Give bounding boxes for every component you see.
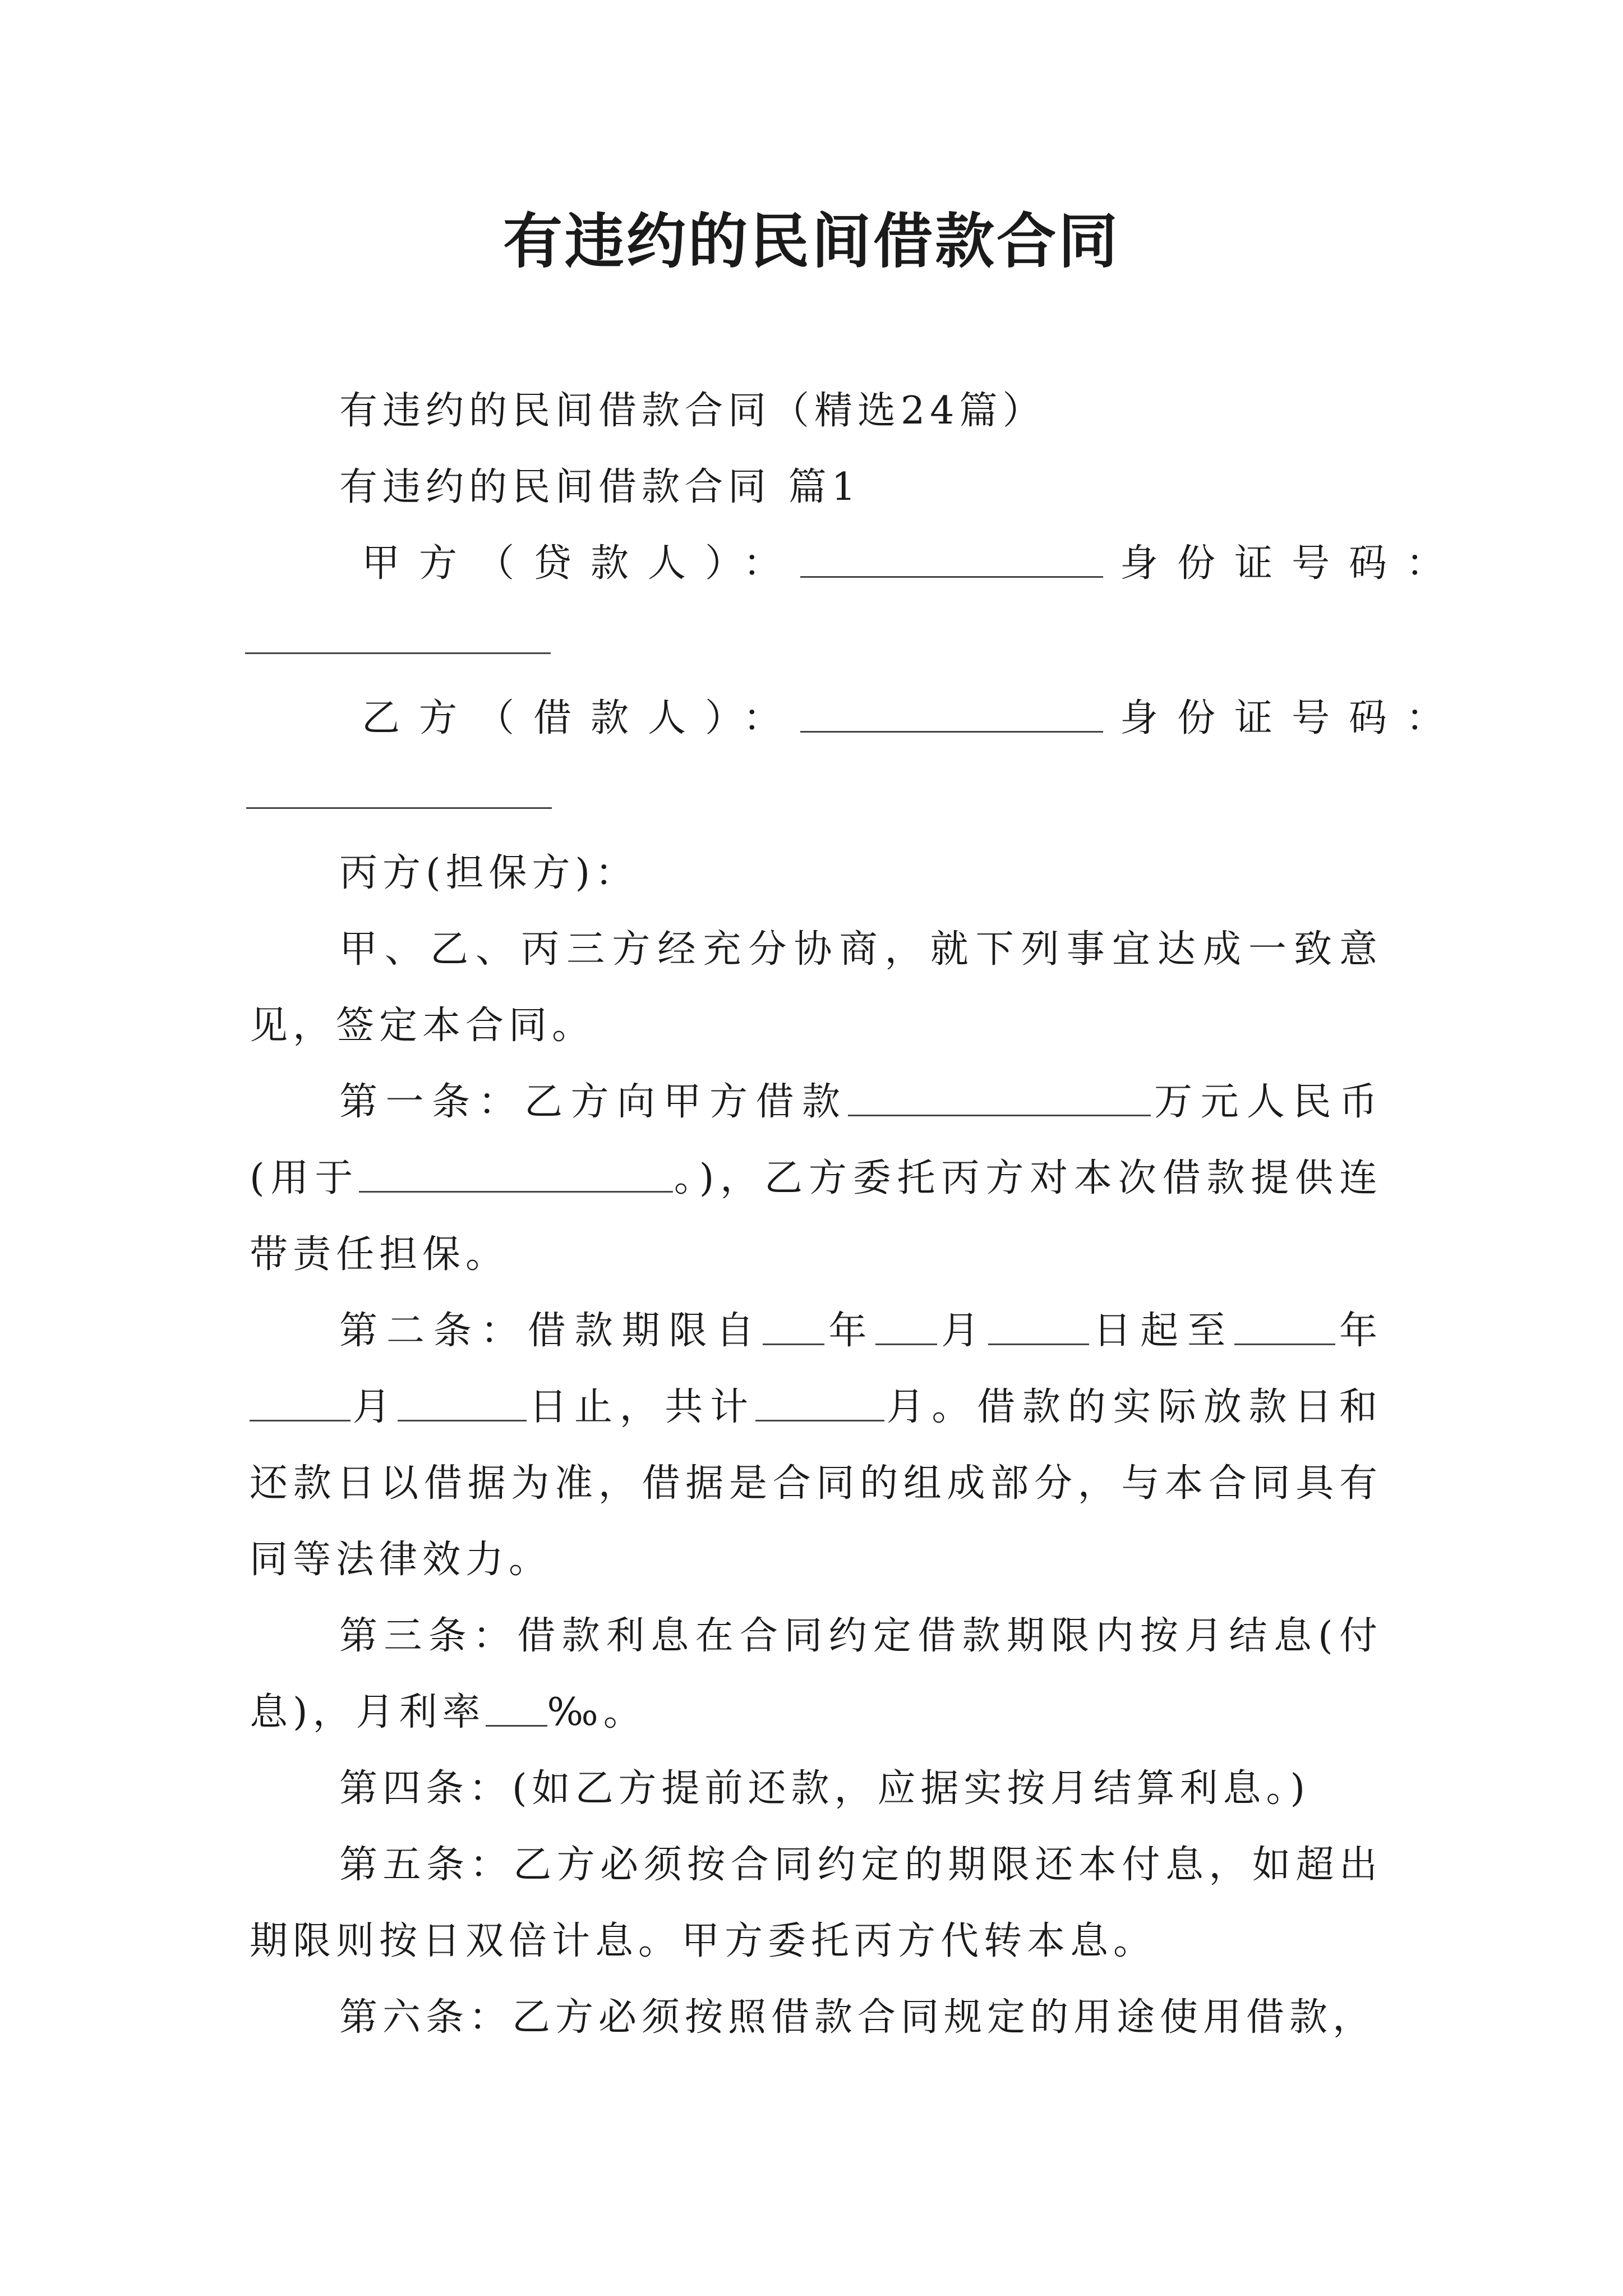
total-months-blank (755, 1382, 884, 1421)
start-month-blank (875, 1305, 937, 1345)
article-1-text-b: 万元人民币(用于 (250, 1080, 1382, 1200)
article-6: 第六条：乙方必须按照借款合同规定的用途使用借款， (339, 1995, 1376, 2040)
loan-purpose-blank (359, 1153, 673, 1193)
end-year-blank (1234, 1305, 1335, 1345)
party-a-line (250, 526, 1464, 602)
article-3 (250, 1598, 1382, 1751)
day-until-label: 日止，共计 (527, 1385, 755, 1429)
party-a-id-blank (245, 614, 551, 654)
party-a-id-label: 身份证号码： (1120, 541, 1464, 586)
article-3-text-a: 第三条：借款利息在合同约定借款期限内按月结息(付息)，月利率 (250, 1614, 1382, 1734)
document-title: 有违约的民间借款合同 (503, 206, 1120, 276)
party-a-id-line (248, 602, 1382, 680)
end-month-blank (250, 1382, 351, 1421)
article-5: 第五条：乙方必须按合同约定的期限还本付息，如超出期限则按日双倍计息。甲方委托丙方代转本息。 (250, 1843, 1382, 1963)
article-2-text-b: 月。借款的实际放款日和还款日以借据为准，借据是合同的组成部分，与本合同具有同等法律效力。 (250, 1385, 1382, 1582)
party-a-name-blank (800, 538, 1103, 578)
loan-amount-blank (848, 1076, 1151, 1116)
document-body (250, 373, 1464, 2056)
article-1-text-a: 第一条：乙方向甲方借款 (339, 1080, 849, 1124)
party-a-label: 甲方（贷款人）： (362, 541, 801, 586)
subtitle: 有违约的民间借款合同（精选24篇） (339, 389, 1046, 433)
end-day-blank (398, 1382, 527, 1421)
party-b-label: 乙方（借款人）： (362, 696, 801, 740)
day-from-label: 日起至 (1089, 1309, 1235, 1353)
party-b-id-line (250, 757, 1382, 835)
article-2 (250, 1293, 1382, 1598)
start-year-blank (763, 1305, 824, 1345)
month-label: 月 (351, 1385, 398, 1429)
year-label: 年 (824, 1309, 876, 1353)
party-b-line (250, 680, 1464, 757)
article-4: 第四条：(如乙方提前还款，应据实按月结算利息。) (339, 1766, 1311, 1811)
section-heading: 有违约的民间借款合同 篇1 (339, 465, 861, 509)
interest-rate-blank (486, 1687, 547, 1727)
party-b-name-blank (800, 693, 1103, 733)
article-3-text-b: ‰。 (547, 1690, 647, 1734)
year-label: 年 (1335, 1309, 1382, 1353)
article-2-text-a: 第二条：借款期限自 (339, 1309, 763, 1353)
intro-paragraph: 甲、乙、丙三方经充分协商，就下列事宜达成一致意见，签定本合同。 (250, 927, 1382, 1048)
party-c-line: 丙方(担保方)： (339, 851, 639, 895)
article-1-text-c: 。)，乙方委托丙方对本次借款提供连带责任担保。 (250, 1156, 1383, 1277)
article-1 (250, 1064, 1382, 1293)
party-b-id-label: 身份证号码： (1120, 696, 1464, 740)
start-day-blank (988, 1305, 1089, 1345)
month-label: 月 (937, 1309, 989, 1353)
party-b-id-blank (246, 769, 552, 809)
